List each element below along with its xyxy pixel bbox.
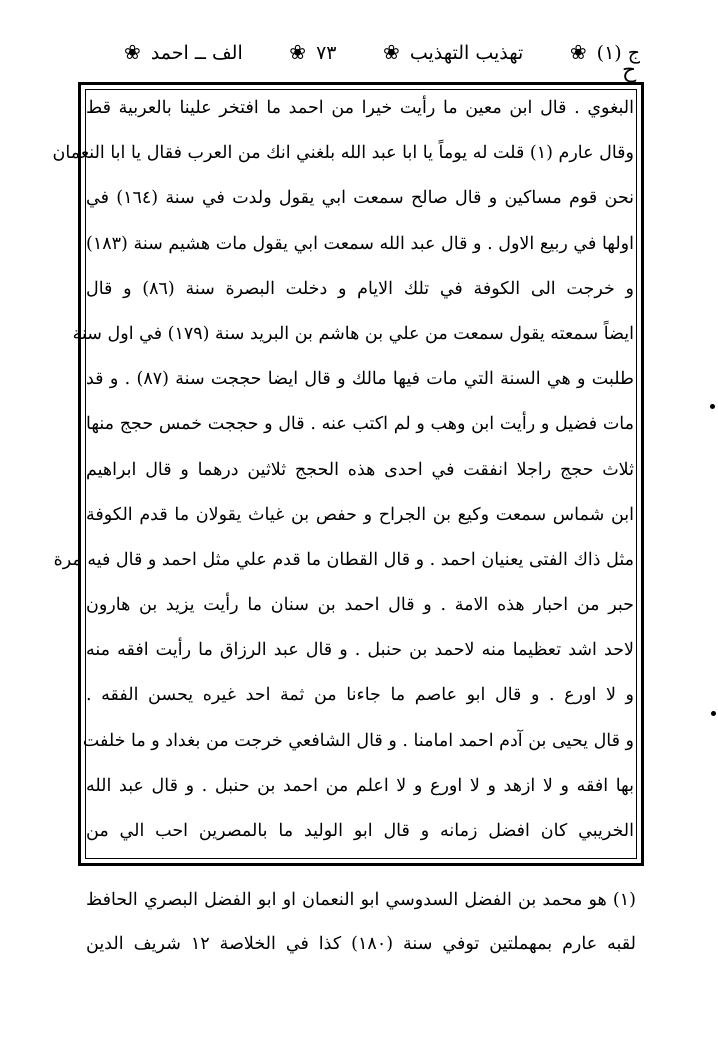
text-line: بها افقه و لا ازهد و لا اورع و لا اعلم من احمد بن حنبل . و قال عبد الله xyxy=(86,775,634,796)
text-line: حبر من احبار هذه الامة . و قال احمد بن سنان ما رأيت يزيد بن هارون xyxy=(86,595,634,616)
page-header xyxy=(120,30,640,74)
footnotes xyxy=(86,878,636,966)
ornament-icon: ❀ xyxy=(289,40,307,64)
text-line: مات فضيل و رأيت ابن وهب و لم اكتب عنه . قال و حججت خمس حجج منها xyxy=(86,414,634,435)
text-line: و لا اورع . و قال ابو عاصم ما جاءنا من ثمة احد غيره يحسن الفقه . xyxy=(86,685,634,706)
book-title xyxy=(379,40,523,64)
ornament-icon: ❀ xyxy=(569,40,587,64)
section-title-text: الف ــ احمد xyxy=(150,42,243,64)
book-title-text: تهذيب التهذيب xyxy=(409,42,524,64)
text-line: و خرجت الى الكوفة في تلك الايام و دخلت البصرة سنة (٨٦) و قال xyxy=(86,278,634,299)
main-text xyxy=(52,86,635,854)
text-line: طلبت و هي السنة التي مات فيها مالك و قال ايضا حججت سنة (٨٧) . و قد xyxy=(86,369,634,390)
scan-speck xyxy=(710,404,715,409)
page-number xyxy=(285,40,336,64)
text-line: ايضاً سمعته يقول سمعت من علي بن هاشم بن البريد سنة (١٧٩) في اول سنة xyxy=(72,323,634,344)
scan-speck xyxy=(711,711,716,716)
footnote-line: (١) هو محمد بن الفضل السدوسي ابو النعمان او ابو الفضل البصري الحافظ xyxy=(86,890,636,910)
ornament-icon: ❀ xyxy=(383,40,400,64)
ornament-icon: ❀ xyxy=(124,40,141,64)
text-line: البغوي . قال ابن معين ما رأيت خيرا من احمد ما افتخر علينا بالعربية قط xyxy=(86,98,634,118)
text-line: نحن قوم مساكين و قال صالح سمعت ابي يقول ولدت في سنة (١٦٤) في xyxy=(86,188,635,209)
text-line: ابن شماس سمعت وكيع بن الجراح و حفص بن غياث يقولان ما قدم الكوفة xyxy=(86,504,634,525)
text-line: وقال عارم (١) قلت له يوماً يا ابا عبد الله بلغني انك من العرب فقال يا ابا النعمان xyxy=(52,143,634,164)
text-line: اولها في ربيع الاول . و قال عبد الله سمعت ابي يقول مات هشيم سنة (١٨٣) xyxy=(86,233,634,254)
text-line: الخريبي كان افضل زمانه و قال ابو الوليد ما بالمصرين احب الي من xyxy=(86,821,634,841)
section-title xyxy=(120,40,243,64)
side-letter: ح xyxy=(622,58,637,83)
volume-label: ج (١) xyxy=(596,42,640,64)
text-line: مثل ذاك الفتى يعنيان احمد . و قال القطان ما قدم علي مثل احمد و قال فيه مرة xyxy=(53,549,634,570)
page-number-text: ٧٣ xyxy=(316,42,337,64)
text-line: و قال يحيى بن آدم احمد امامنا . و قال الشافعي خرجت من بغداد و ما خلفت xyxy=(82,730,634,751)
text-line: ثلاث حجج راجلا انفقت في احدى هذه الحجج ثلاثين درهما و قال ابراهيم xyxy=(86,459,634,480)
text-line: لاحد اشد تعظيما منه لاحمد بن حنبل . و قال عبد الرزاق ما رأيت افقه منه xyxy=(86,640,634,661)
footnote-line: لقبه عارم بمهملتين توفي سنة (١٨٠) كذا في الخلاصة ١٢ شريف الدين xyxy=(86,934,636,954)
